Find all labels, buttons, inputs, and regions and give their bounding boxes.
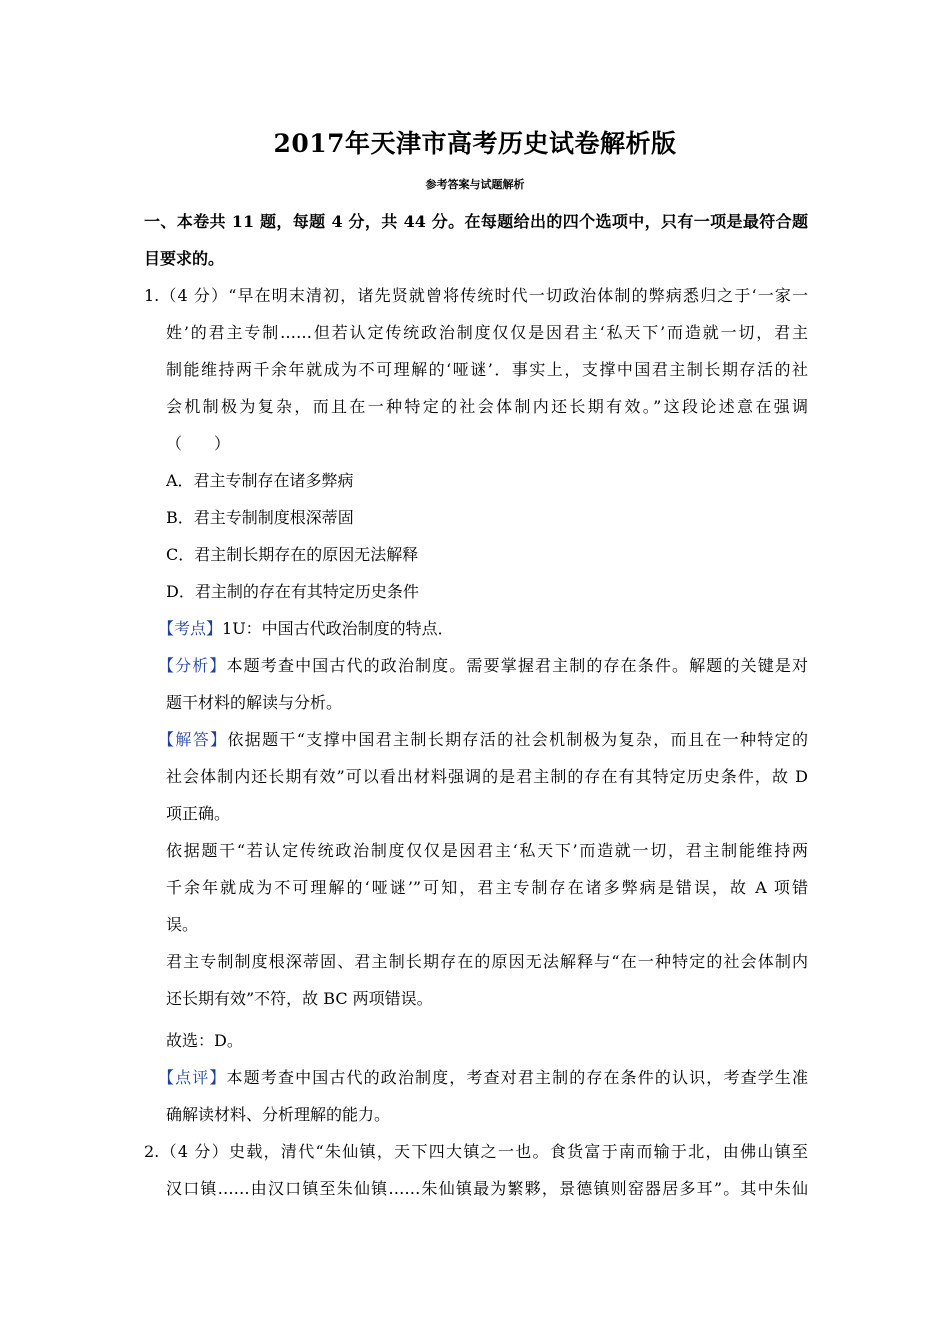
jieda-line — [158, 729, 808, 751]
jieda-text: 误。 — [166, 915, 199, 934]
jieda-text: 君主专制制度根深蒂固、君主制长期存在的原因无法解释与“在一种特定的社会体制内 — [166, 952, 808, 971]
fenxi-text: 本题考查中国古代的政治制度。需要掌握君主制的存在条件。解题的关键是对 — [226, 656, 808, 675]
option-c: C．君主制长期存在的原因无法解释 — [166, 545, 419, 564]
dianping-text: 确解读材料、分析理解的能力。 — [166, 1105, 391, 1124]
dianping-text: 本题考查中国古代的政治制度，考查对君主制的存在条件的认识，考查学生准 — [226, 1068, 808, 1087]
jieda-text: 社会体制内还长期有效”可以看出材料强调的是君主制的存在有其特定历史条件，故 D — [166, 767, 808, 786]
question-2-stem: 汉口镇……由汉口镇至朱仙镇……朱仙镇最为繁夥，景德镇则窑器居多耳”。其中朱仙 — [166, 1179, 808, 1198]
page-subtitle: 参考答案与试题解析 — [425, 178, 525, 191]
kaodian-tag: 【考点】 — [158, 619, 223, 638]
question-1-stem: 制能维持两千余年就成为不可理解的‘哑谜’．事实上，支撑中国君主制长期存活的社 — [166, 360, 808, 379]
question-1-stem: 姓’的君主专制……但若认定传统政治制度仅仅是因君主‘私天下’而造就一切，君主 — [166, 323, 808, 342]
jieda-text: 项正确。 — [166, 804, 231, 823]
jieda-text: 依据题干“若认定传统政治制度仅仅是因君主‘私天下’而造就一切，君主制能维持两 — [166, 841, 808, 860]
question-1-stem: （ ） — [166, 434, 231, 453]
section-heading: 一、本卷共 11 题，每题 4 分，共 44 分。在每题给出的四个选项中，只有一项是最符合题 — [144, 212, 808, 231]
question-1-stem: 1.（4 分）“早在明末清初，诸先贤就曾将传统时代一切政治体制的弊病悉归之于‘一家一 — [144, 286, 808, 305]
option-d: D．君主制的存在有其特定历史条件 — [166, 582, 419, 601]
jieda-tag: 【解答】 — [158, 730, 228, 749]
jieda-text: 还长期有效”不符，故 BC 两项错误。 — [166, 989, 433, 1008]
fenxi-tag: 【分析】 — [158, 656, 227, 675]
jieda-text: 依据题干“支撑中国君主制长期存活的社会机制极为复杂，而且在一种特定的 — [227, 730, 808, 749]
option-b: B．君主专制制度根深蒂固 — [166, 508, 354, 527]
question-1-stem: 会机制极为复杂，而且在一种特定的社会体制内还长期有效。”这段论述意在强调 — [166, 397, 808, 416]
section-heading: 目要求的。 — [144, 249, 225, 268]
jieda-answer: 故选：D。 — [166, 1031, 243, 1050]
fenxi-line — [158, 655, 808, 677]
page-title: 2017年天津市高考历史试卷解析版 — [273, 129, 677, 158]
option-a: A．君主专制存在诸多弊病 — [166, 471, 354, 490]
fenxi-text: 题干材料的解读与分析。 — [166, 693, 343, 712]
question-2-stem: 2.（4 分）史载，清代“朱仙镇，天下四大镇之一也。食货富于南而输于北，由佛山镇至 — [144, 1142, 808, 1161]
dianping-tag: 【点评】 — [158, 1068, 227, 1087]
jieda-text: 千余年就成为不可理解的‘哑谜’”可知，君主专制存在诸多弊病是错误，故 A 项错 — [166, 878, 808, 897]
dianping-line — [158, 1067, 808, 1089]
kaodian-line — [158, 618, 822, 640]
kaodian-text: 1U：中国古代政治制度的特点． — [222, 619, 454, 638]
